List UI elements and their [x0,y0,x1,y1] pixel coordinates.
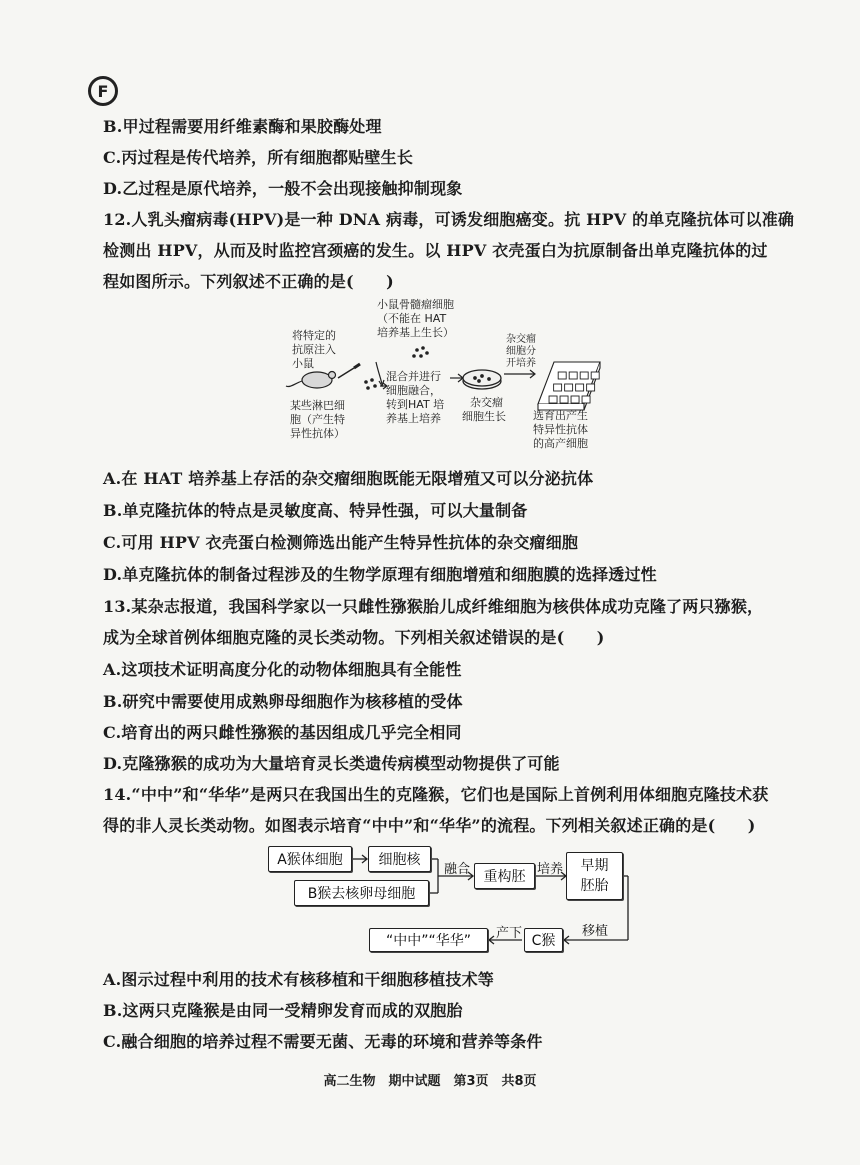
separate-culture-label: 杂交瘤 细胞分 开培养 [506,334,536,369]
select-label: 选育出产生 特异性抗体 的高产细胞 [533,409,588,450]
culture-arrow-label: 培养 [537,862,564,877]
transfer-arrow-label: 移植 [582,924,609,939]
q12-option-c: C.可用 HPV 衣壳蛋白检测筛选出能产生特异性抗体的杂交瘤细胞 [103,533,579,552]
myeloma-label: 小鼠骨髓瘤细胞 （不能在 HAT 培养基上生长） [377,298,454,339]
plate-well [558,372,566,379]
plate-well [580,372,588,379]
page-footer: 高二生物 期中试题 第3页 共8页 [323,1074,537,1089]
plate-well [565,384,573,391]
q11-option-d: D.乙过程是原代培养，一般不会出现接触抑制现象 [103,179,463,198]
reconstructed-embryo-box: 重构胚 [474,863,535,889]
plate-well [569,372,577,379]
lymphocyte-label: 某些淋巴细 胞（产生特 异性抗体） [290,399,345,440]
q12-stem-line1: 12.人乳头瘤病毒(HPV)是一种 DNA 病毒，可诱发细胞癌变。抗 HPV 的单克隆抗体可以准确 [103,210,795,229]
q13-stem-line2: 成为全球首例体细胞克隆的灵长类动物。下列相关叙述错误的是( ) [103,628,605,647]
myeloma-cells-icon [412,346,429,358]
antigen-label: 将特定的 抗原注入 小鼠 [292,329,336,370]
syringe-icon [338,364,360,378]
plate-well [560,396,568,403]
plate-well [576,384,584,391]
q12-option-d: D.单克隆抗体的制备过程涉及的生物学原理有细胞增殖和细胞膜的选择透过性 [103,565,657,584]
fusion-arrow-label: 融合 [444,862,471,877]
q11-option-b: B.甲过程需要用纤维素酶和果胶酶处理 [103,117,382,136]
q12-option-a: A.在 HAT 培养基上存活的杂交瘤细胞既能无限增殖又可以分泌抗体 [103,469,594,488]
early-embryo-box: 早期 胚胎 [566,852,623,900]
q14-stem-line1: 14.“中中”和“华华”是两只在我国出生的克隆猴，它们也是国际上首例利用体细胞克隆技术获 [103,785,769,804]
q14-stem-line2: 得的非人灵长类动物。如图表示培育“中中”和“华华”的流程。下列相关叙述正确的是( ) [103,816,756,835]
plate-well [587,384,595,391]
q13-stem-line1: 13.某杂志报道，我国科学家以一只雌性猕猴胎儿成纤维细胞为核供体成功克隆了两只猕猴， [103,597,764,616]
plate-well [571,396,579,403]
q12-stem-line2: 检测出 HPV，从而及时监控宫颈癌的发生。以 HPV 衣壳蛋白为抗原制备出单克隆抗体的过 [103,241,768,260]
monkey-b-oocyte-box: B猴去核卵母细胞 [294,880,429,906]
cloning-flowchart [260,842,640,964]
result-monkeys-box: “中中”“华华” [369,928,488,952]
q13-option-d: D.克隆猕猴的成功为大量培育灵长类遗传病模型动物提供了可能 [103,754,560,773]
lymphocyte-cells-icon [364,378,377,390]
monkey-c-box: C猴 [524,928,563,952]
q14-option-a: A.图示过程中利用的技术有核移植和干细胞移植技术等 [103,970,494,989]
plate-well [582,396,590,403]
monkey-a-somatic-cell-box: A猴体细胞 [268,846,352,872]
hybridoma-label: 杂交瘤 细胞生长 [462,396,506,423]
q11-option-c: C.丙过程是传代培养，所有细胞都贴壁生长 [103,148,414,167]
q12-option-b: B.单克隆抗体的特点是灵敏度高、特异性强，可以大量制备 [103,501,528,520]
plate-well [554,384,562,391]
plate-well [591,372,599,379]
plate-well [549,396,557,403]
q13-option-b: B.研究中需要使用成熟卵母细胞作为核移植的受体 [103,692,463,711]
q13-option-c: C.培育出的两只雌性猕猴的基因组成几乎完全相同 [103,723,462,742]
q14-option-b: B.这两只克隆猴是由同一受精卵发育而成的双胞胎 [103,1001,463,1020]
q12-stem-line3: 程如图所示。下列叙述不正确的是( ) [103,272,394,291]
q14-option-c: C.融合细胞的培养过程不需要无菌、无毒的环境和营养等条件 [103,1032,543,1051]
mouse-icon [286,372,336,389]
birth-arrow-label: 产下 [496,926,523,941]
q13-option-a: A.这项技术证明高度分化的动物体细胞具有全能性 [103,660,462,679]
nucleus-box: 细胞核 [368,846,431,872]
fusion-label: 混合并进行 细胞融合， 转到HAT 培 养基上培养 [386,370,445,425]
school-logo-icon: F [88,76,118,106]
monoclonal-antibody-diagram [280,296,610,456]
petri-dish-icon [463,370,501,389]
